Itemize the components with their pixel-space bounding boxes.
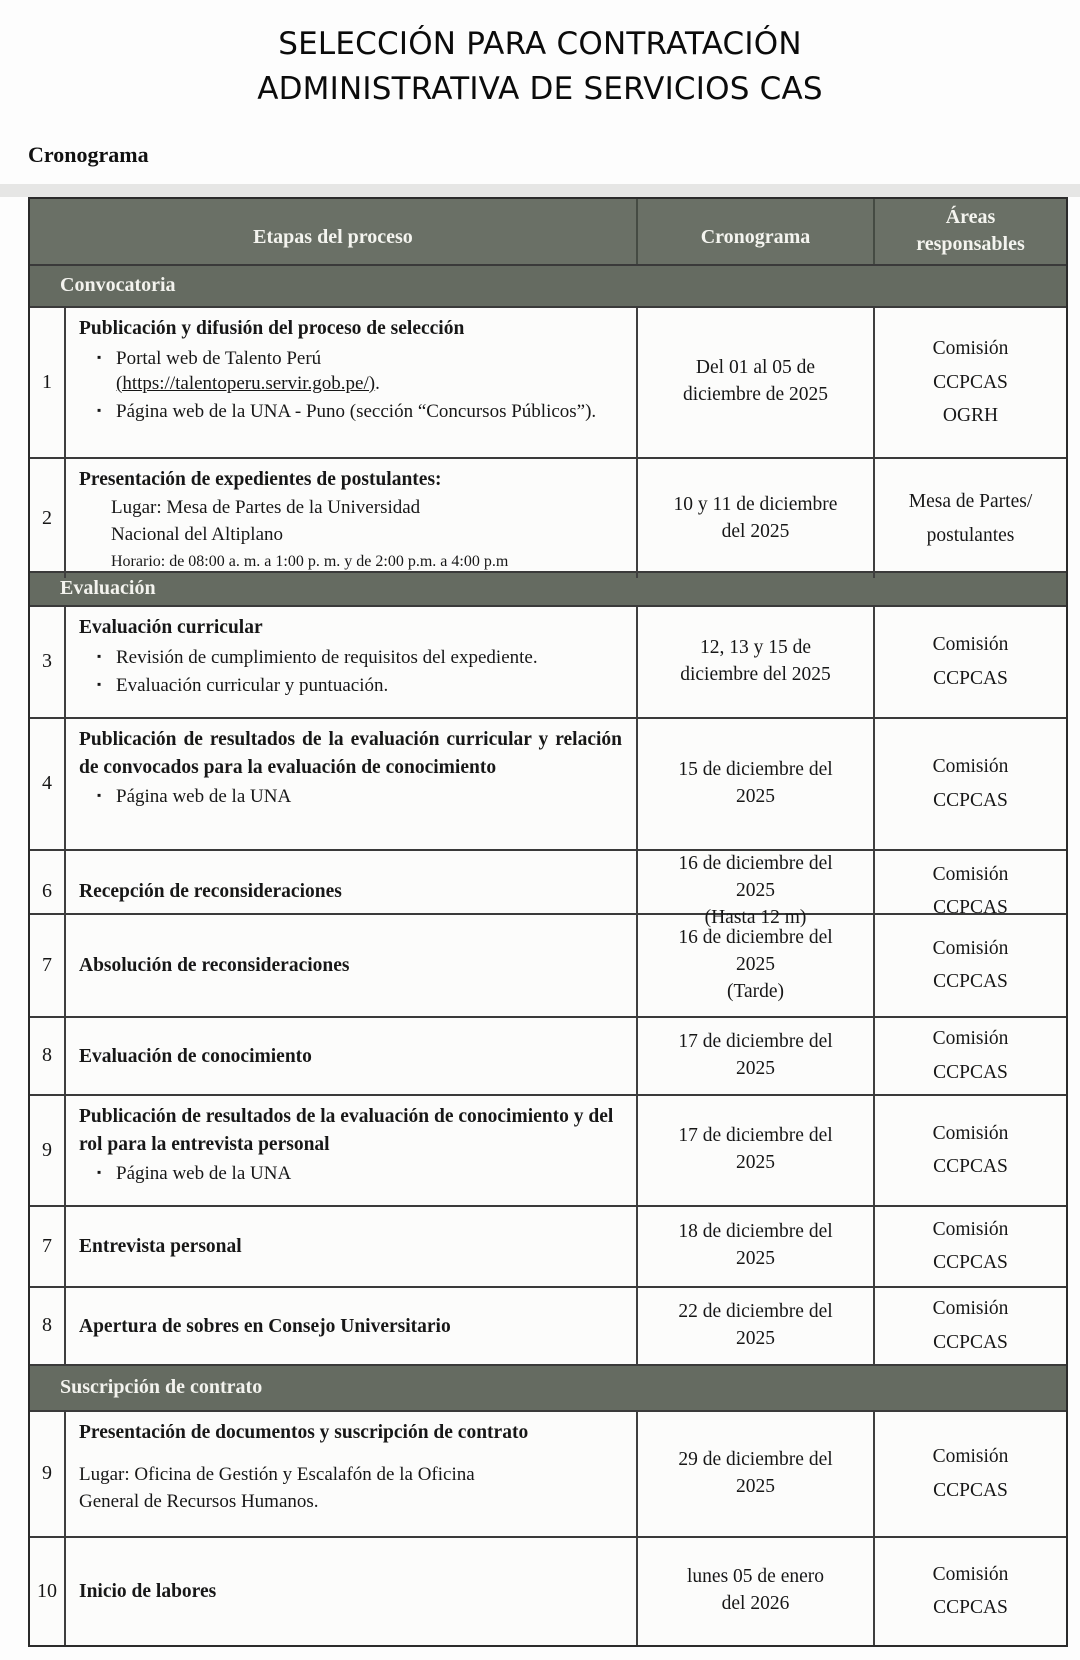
stage-cell <box>64 719 636 849</box>
responsible-area-cell <box>873 459 1066 578</box>
row-number: 9 <box>42 1462 52 1485</box>
section-band-row <box>30 1364 1066 1410</box>
stage-cell <box>64 308 636 457</box>
responsible-area-line: Comisión <box>932 1218 1009 1240</box>
stage-title: Inicio de labores <box>79 1581 217 1603</box>
table-row <box>30 1410 1066 1536</box>
schedule-date-cell <box>636 1412 873 1536</box>
header-cronograma: Cronograma <box>636 199 873 264</box>
responsible-area-line: Mesa de Partes/ <box>908 491 1033 513</box>
row-number: 8 <box>42 1314 52 1337</box>
responsible-area-cell <box>873 1018 1066 1094</box>
schedule-date-line: 22 de diciembre del <box>678 1300 833 1322</box>
table-row <box>30 1536 1066 1645</box>
table-row <box>30 605 1066 717</box>
section-band-label: Convocatoria <box>60 274 176 297</box>
table-header-row <box>30 199 1066 264</box>
schedule-date-line: 12, 13 y 15 de <box>699 636 812 658</box>
row-number: 7 <box>42 953 52 976</box>
schedule-date-line: 17 de diciembre del <box>678 1030 833 1052</box>
responsible-area-line: Comisión <box>932 1028 1009 1050</box>
schedule-date-cell <box>636 719 873 849</box>
table-row <box>30 1016 1066 1094</box>
square-bullet-icon: ▪ <box>97 349 102 364</box>
stage-title: Publicación de resultados de la evaluación de conocimiento y del rol para la entrevista personal <box>79 1105 614 1155</box>
schedule-date-cell <box>636 459 873 578</box>
responsible-area-line: Comisión <box>932 937 1009 959</box>
schedule-date-cell <box>636 607 873 717</box>
stage-cell <box>64 1538 636 1645</box>
schedule-date-line: del 2026 <box>721 1593 790 1615</box>
document-title-line2: ADMINISTRATIVA DE SERVICIOS CAS <box>257 70 823 107</box>
schedule-date-cell <box>636 1096 873 1205</box>
schedule-date-line: Del 01 al 05 de <box>695 357 816 379</box>
stage-title: Absolución de reconsideraciones <box>79 955 350 977</box>
header-areas-line2: responsables <box>916 233 1025 256</box>
schedule-date-line: 2025 <box>736 953 775 975</box>
row-number: 8 <box>42 1044 52 1067</box>
stage-bullet-text: Página web de la UNA - Puno (sección “Concursos Públicos”). <box>116 400 597 422</box>
schedule-date-line: 2025 <box>736 879 775 901</box>
stage-cell <box>64 459 636 578</box>
url-link: (https://talentoperu.servir.gob.pe/) <box>116 372 376 394</box>
responsible-area-line: CCPCAS <box>933 971 1008 993</box>
table-row <box>30 849 1066 928</box>
stage-cell <box>64 1288 636 1364</box>
cronograma-heading: Cronograma <box>28 141 149 167</box>
table-row <box>30 913 1066 1016</box>
row-number: 6 <box>42 879 52 902</box>
table-row <box>30 1286 1066 1364</box>
responsible-area-line: CCPCAS <box>933 1479 1008 1501</box>
responsible-area-line: CCPCAS <box>933 1252 1008 1274</box>
responsible-area-line: CCPCAS <box>933 1597 1008 1619</box>
stage-cell <box>64 1018 636 1094</box>
responsible-area-line: Comisión <box>932 863 1009 885</box>
square-bullet-icon: ▪ <box>97 676 102 691</box>
responsible-area-line: CCPCAS <box>933 1331 1008 1353</box>
responsible-area-cell <box>873 308 1066 457</box>
responsible-area-line: CCPCAS <box>933 789 1008 811</box>
stage-bullet <box>79 399 622 424</box>
document-title <box>0 0 1080 112</box>
schedule-date-line: 2025 <box>736 1057 775 1079</box>
stage-title: Evaluación curricular <box>79 616 263 638</box>
stage-bullet-text: Evaluación curricular y puntuación. <box>116 674 389 696</box>
row-number: 4 <box>42 772 52 795</box>
schedule-date-line: 16 de diciembre del <box>678 852 833 874</box>
schedule-date-line: 10 y 11 de diciembre <box>673 493 838 515</box>
responsible-area-line: Comisión <box>932 338 1009 360</box>
row-number: 2 <box>42 507 52 530</box>
responsible-area-cell <box>873 607 1066 717</box>
schedule-date-line: 29 de diciembre del <box>678 1448 833 1470</box>
table-row <box>30 306 1066 457</box>
schedule-date-line: 2025 <box>736 1327 775 1349</box>
responsible-area-line: CCPCAS <box>933 667 1008 689</box>
schedule-date-cell <box>636 1018 873 1094</box>
row-number: 7 <box>42 1234 52 1257</box>
responsible-area-line: OGRH <box>942 405 999 427</box>
stage-cell <box>64 1096 636 1205</box>
responsible-area-line: Comisión <box>932 1298 1009 1320</box>
responsible-area-line: CCPCAS <box>933 371 1008 393</box>
responsible-area-line: Comisión <box>932 634 1009 656</box>
schedule-date-line: 17 de diciembre del <box>678 1125 833 1147</box>
table-body <box>30 264 1066 1645</box>
stage-bullet-text: Página web de la UNA <box>116 1163 292 1185</box>
stage-bullet-text: Página web de la UNA <box>116 786 292 808</box>
header-etapas: Etapas del proceso <box>253 225 413 248</box>
responsible-area-line: CCPCAS <box>933 1061 1008 1083</box>
schedule-date-line: lunes 05 de enero <box>687 1566 824 1588</box>
stage-bullet <box>79 784 622 809</box>
responsible-area-line: postulantes <box>926 524 1015 546</box>
responsible-area-line: Comisión <box>932 1563 1009 1585</box>
row-number: 1 <box>42 370 52 393</box>
stage-detail-text: Lugar: Oficina de Gestión y Escalafón de la Oficina General de Recursos Humanos. <box>79 1463 475 1513</box>
stage-cell <box>64 607 636 717</box>
responsible-area-line: CCPCAS <box>933 1156 1008 1178</box>
row-number: 10 <box>37 1579 57 1602</box>
table-row <box>30 457 1066 571</box>
schedule-date-line: 2025 <box>736 1475 775 1497</box>
stage-bullet <box>79 673 622 698</box>
stage-title: Recepción de reconsideraciones <box>79 880 342 902</box>
schedule-date-line: 2025 <box>736 1152 775 1174</box>
schedule-date-line: (Tarde) <box>726 980 785 1002</box>
stage-bullet-text: Revisión de cumplimiento de requisitos del expediente. <box>116 646 538 668</box>
responsible-area-cell <box>873 1207 1066 1286</box>
responsible-area-cell <box>873 719 1066 849</box>
stage-detail-text: Lugar: Mesa de Partes de la Universidad Nacional del Altiplano <box>111 496 421 546</box>
stage-cell <box>64 1412 636 1536</box>
square-bullet-icon: ▪ <box>97 1165 102 1180</box>
square-bullet-icon: ▪ <box>97 648 102 663</box>
schedule-date-line: 2025 <box>736 1248 775 1270</box>
square-bullet-icon: ▪ <box>97 788 102 803</box>
responsible-area-line: Comisión <box>932 756 1009 778</box>
responsible-area-cell <box>873 1096 1066 1205</box>
square-bullet-icon: ▪ <box>97 402 102 417</box>
schedule-date-cell <box>636 308 873 457</box>
responsible-area-line: Comisión <box>932 1122 1009 1144</box>
schedule-date-cell <box>636 1288 873 1364</box>
schedule-date-line: diciembre de 2025 <box>682 384 829 406</box>
section-band-label: Suscripción de contrato <box>60 1376 263 1399</box>
schedule-date-line: 18 de diciembre del <box>678 1221 833 1243</box>
schedule-date-cell <box>636 1207 873 1286</box>
responsible-area-cell <box>873 915 1066 1016</box>
stage-title: Publicación de resultados de la evaluación curricular y relación de convocados para la evaluación de conocimiento <box>79 728 622 778</box>
stage-title: Publicación y difusión del proceso de selección <box>79 317 465 339</box>
responsible-area-line: Comisión <box>932 1446 1009 1468</box>
stage-cell <box>64 915 636 1016</box>
scan-gray-strip <box>0 184 1080 197</box>
responsible-area-line: CCPCAS <box>933 897 1008 919</box>
row-number: 3 <box>42 650 52 673</box>
schedule-date-line: del 2025 <box>721 520 790 542</box>
section-band-label: Evaluación <box>60 577 156 600</box>
table-row <box>30 1094 1066 1205</box>
schedule-date-line: (Hasta 12 m) <box>704 906 807 928</box>
header-areas-line1: Áreas <box>945 206 996 229</box>
row-number: 9 <box>42 1138 52 1161</box>
stage-bullet <box>79 1161 622 1186</box>
schedule-date-line: 16 de diciembre del <box>678 927 833 949</box>
stage-title: Entrevista personal <box>79 1236 242 1258</box>
schedule-date-cell <box>636 1538 873 1645</box>
schedule-date-line: diciembre del 2025 <box>680 663 831 685</box>
schedule-table <box>28 197 1068 1647</box>
stage-title: Apertura de sobres en Consejo Universitario <box>79 1315 451 1337</box>
stage-title: Presentación de expedientes de postulantes: <box>79 468 442 490</box>
stage-cell <box>64 1207 636 1286</box>
header-areas <box>873 199 1066 264</box>
responsible-area-cell <box>873 1412 1066 1536</box>
stage-title: Evaluación de conocimiento <box>79 1045 312 1067</box>
section-band-row <box>30 264 1066 306</box>
responsible-area-cell <box>873 1538 1066 1645</box>
stage-bullet-text: Portal web de Talento Perú (https://talentoperu.servir.gob.pe/). <box>116 347 380 394</box>
stage-title: Presentación de documentos y suscripción de contrato <box>79 1421 529 1443</box>
responsible-area-cell <box>873 1288 1066 1364</box>
stage-detail-text: Horario: de 08:00 a. m. a 1:00 p. m. y de 2:00 p.m. a 4:00 p.m <box>111 552 509 570</box>
table-row <box>30 1205 1066 1286</box>
table-row <box>30 717 1066 849</box>
document-title-line1: SELECCIÓN PARA CONTRATACIÓN <box>278 26 802 62</box>
schedule-date-line: 2025 <box>736 785 775 807</box>
stage-bullet <box>79 346 622 396</box>
stage-bullet <box>79 645 622 670</box>
schedule-date-line: 15 de diciembre del <box>678 758 833 780</box>
schedule-date-cell <box>636 915 873 1016</box>
